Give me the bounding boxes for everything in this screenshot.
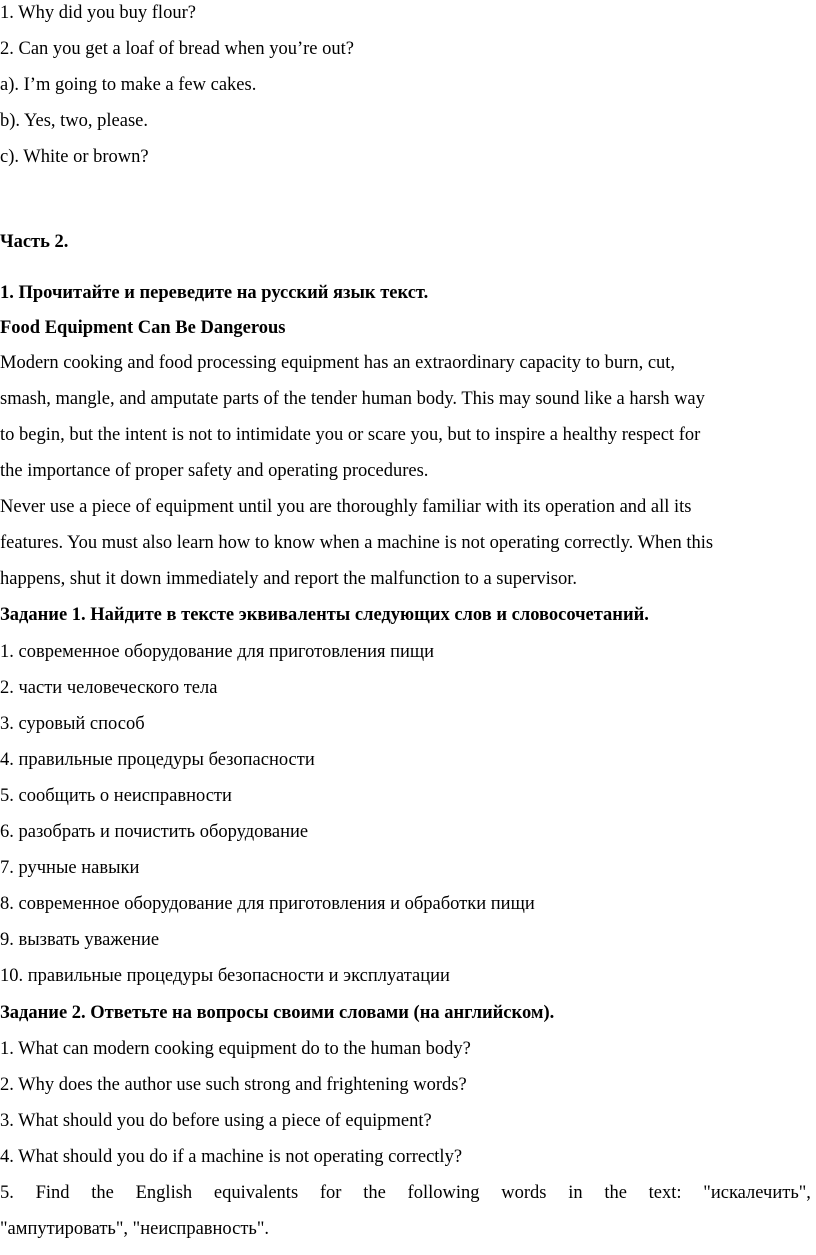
- task2-item5-word: for: [319, 1183, 342, 1203]
- task1-heading: Задание 1. Найдите в тексте эквиваленты следующих слов и словосочетаний.: [0, 605, 649, 625]
- text-title: Food Equipment Can Be Dangerous: [0, 318, 286, 338]
- task2-item5-word: the: [604, 1183, 627, 1203]
- answer-c: c). White or brown?: [0, 147, 149, 167]
- paragraph1-line: smash, mangle, and amputate parts of the tender human body. This may sound like a harsh way: [0, 389, 705, 409]
- task2-item5-word: in: [568, 1183, 583, 1203]
- task1-item: 3. суровый способ: [0, 714, 145, 734]
- task2-item: 4. What should you do if a machine is not operating correctly?: [0, 1147, 463, 1167]
- task-read-heading: 1. Прочитайте и переведите на русский язык текст.: [0, 283, 429, 303]
- task2-item5-word: 5.: [0, 1183, 14, 1203]
- answer-a: a). I’m going to make a few cakes.: [0, 75, 257, 95]
- paragraph2-line: Never use a piece of equipment until you are thoroughly familiar with its operation and all its: [0, 497, 692, 517]
- task2-item5-word: the: [91, 1183, 114, 1203]
- paragraph1-line: the importance of proper safety and operating procedures.: [0, 461, 429, 481]
- task1-item: 1. современное оборудование для приготовления пищи: [0, 642, 435, 662]
- task2-item5-word: the: [363, 1183, 386, 1203]
- task2-item5-word: text:: [648, 1183, 682, 1203]
- task2-item5-line2: "ампутировать", "неисправность".: [0, 1219, 270, 1239]
- task2-item5-word: Find: [35, 1183, 70, 1203]
- task2-item5-word: English: [135, 1183, 193, 1203]
- task2-item5-word: equivalents: [213, 1183, 299, 1203]
- task2-item: 3. What should you do before using a piece of equipment?: [0, 1111, 432, 1131]
- task1-item: 10. правильные процедуры безопасности и эксплуатации: [0, 966, 450, 986]
- task2-heading: Задание 2. Ответьте на вопросы своими словами (на английском).: [0, 1003, 555, 1023]
- question-2: 2. Can you get a loaf of bread when you’re out?: [0, 39, 354, 59]
- paragraph2-line: happens, shut it down immediately and report the malfunction to a supervisor.: [0, 569, 577, 589]
- task1-item: 8. современное оборудование для приготовления и обработки пищи: [0, 894, 535, 914]
- paragraph1-line: Modern cooking and food processing equipment has an extraordinary capacity to burn, cut,: [0, 353, 676, 373]
- task1-item: 4. правильные процедуры безопасности: [0, 750, 315, 770]
- task1-item: 5. сообщить о неисправности: [0, 786, 232, 806]
- part-heading: Часть 2.: [0, 232, 69, 252]
- task2-item5-word: words: [501, 1183, 547, 1203]
- task2-item5-word: "искалечить",: [703, 1183, 811, 1203]
- paragraph1-line: to begin, but the intent is not to intimidate you or scare you, but to inspire a healthy respect for: [0, 425, 701, 445]
- paragraph2-line: features. You must also learn how to know when a machine is not operating correctly. When this: [0, 533, 714, 553]
- task2-item: 1. What can modern cooking equipment do to the human body?: [0, 1039, 471, 1059]
- task1-item: 7. ручные навыки: [0, 858, 140, 878]
- task2-item: 2. Why does the author use such strong and frightening words?: [0, 1075, 467, 1095]
- task2-item5-line1: [0, 1181, 811, 1205]
- question-1: 1. Why did you buy flour?: [0, 3, 196, 23]
- task2-item5-word: following: [407, 1183, 480, 1203]
- answer-b: b). Yes, two, please.: [0, 111, 148, 131]
- task1-item: 2. части человеческого тела: [0, 678, 218, 698]
- task1-item: 9. вызвать уважение: [0, 930, 160, 950]
- task1-item: 6. разобрать и почистить оборудование: [0, 822, 309, 842]
